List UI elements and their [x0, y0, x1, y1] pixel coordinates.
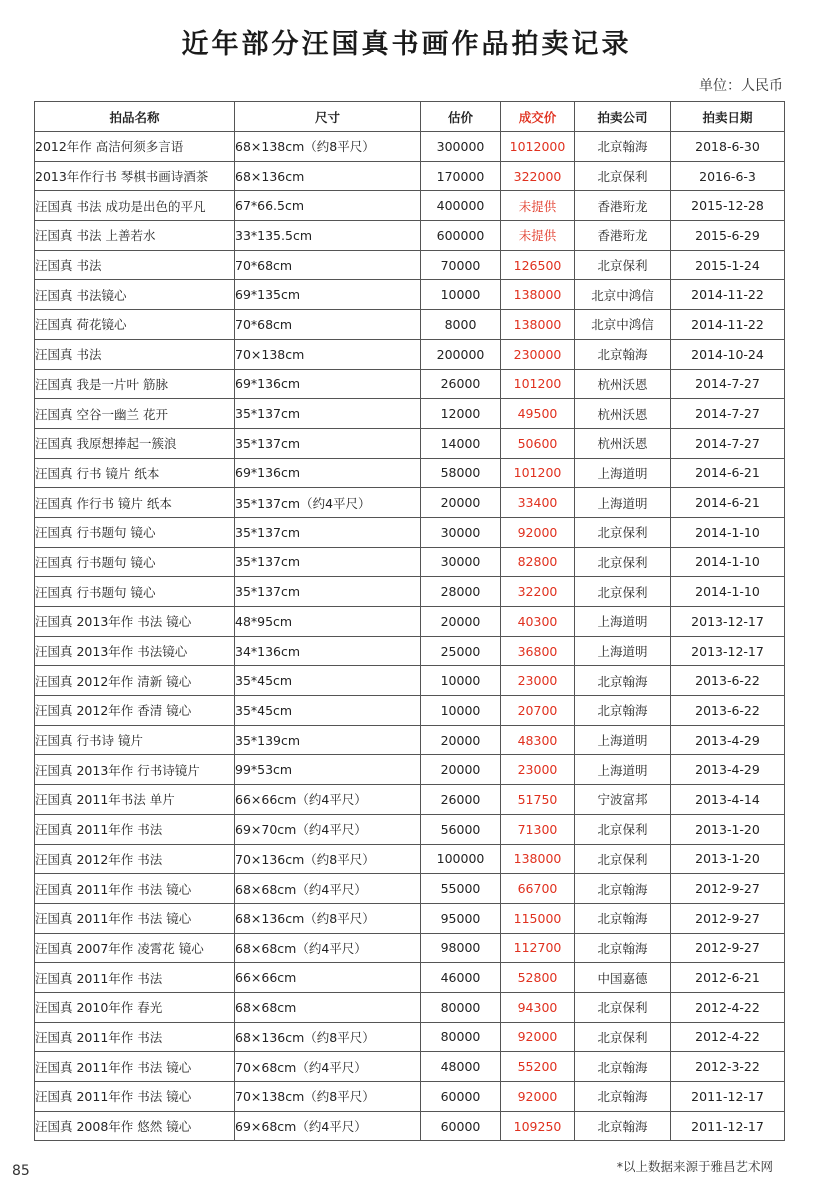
size-cell: 70*68cm: [235, 250, 421, 280]
auction-house-cell: 上海道明: [575, 488, 671, 518]
table-row: [35, 725, 785, 755]
auction-date-cell: 2013-1-20: [671, 814, 785, 844]
table-row: [35, 1082, 785, 1112]
header-hammer-price: 成交价: [501, 102, 575, 132]
hammer-price-cell: 66700: [501, 874, 575, 904]
hammer-price-cell: 94300: [501, 992, 575, 1022]
auction-date-cell: 2014-7-27: [671, 369, 785, 399]
item-name-cell: 汪国真 2013年作 书法镜心: [35, 636, 235, 666]
hammer-price-cell: 92000: [501, 1082, 575, 1112]
auction-house-cell: 北京保利: [575, 577, 671, 607]
table-row: [35, 903, 785, 933]
table-row: [35, 250, 785, 280]
auction-date-cell: 2013-4-29: [671, 755, 785, 785]
auction-date-cell: 2012-9-27: [671, 903, 785, 933]
estimate-cell: 26000: [421, 369, 501, 399]
auction-date-cell: 2013-4-29: [671, 725, 785, 755]
hammer-price-cell: 36800: [501, 636, 575, 666]
size-cell: 35*137cm: [235, 577, 421, 607]
hammer-price-cell: 48300: [501, 725, 575, 755]
hammer-price-cell: 20700: [501, 696, 575, 726]
item-name-cell: 汪国真 2012年作 书法: [35, 844, 235, 874]
auction-house-cell: 北京翰海: [575, 1111, 671, 1141]
size-cell: 35*137cm（约4平尺）: [235, 488, 421, 518]
size-cell: 99*53cm: [235, 755, 421, 785]
size-cell: 48*95cm: [235, 607, 421, 637]
table-row: [35, 369, 785, 399]
hammer-price-cell: 33400: [501, 488, 575, 518]
table-row: [35, 399, 785, 429]
auction-date-cell: 2013-4-14: [671, 785, 785, 815]
item-name-cell: 汪国真 2012年作 清新 镜心: [35, 666, 235, 696]
auction-house-cell: 北京翰海: [575, 1082, 671, 1112]
hammer-price-cell: 32200: [501, 577, 575, 607]
estimate-cell: 170000: [421, 161, 501, 191]
auction-date-cell: 2014-11-22: [671, 280, 785, 310]
hammer-price-cell: 23000: [501, 666, 575, 696]
item-name-cell: 汪国真 行书 镜片 纸本: [35, 458, 235, 488]
item-name-cell: 汪国真 我原想捧起一簇浪: [35, 428, 235, 458]
item-name-cell: 汪国真 2011年作 书法 镜心: [35, 903, 235, 933]
estimate-cell: 80000: [421, 992, 501, 1022]
size-cell: 68×136cm（约8平尺）: [235, 1022, 421, 1052]
item-name-cell: 汪国真 行书题句 镜心: [35, 577, 235, 607]
estimate-cell: 80000: [421, 1022, 501, 1052]
auction-date-cell: 2013-12-17: [671, 607, 785, 637]
auction-date-cell: 2011-12-17: [671, 1082, 785, 1112]
size-cell: 68×68cm（约4平尺）: [235, 933, 421, 963]
item-name-cell: 汪国真 2012年作 香清 镜心: [35, 696, 235, 726]
auction-house-cell: 北京翰海: [575, 696, 671, 726]
table-row: [35, 607, 785, 637]
auction-date-cell: 2015-12-28: [671, 191, 785, 221]
table-row: [35, 132, 785, 162]
auction-date-cell: 2012-9-27: [671, 933, 785, 963]
auction-date-cell: 2013-6-22: [671, 666, 785, 696]
table-row: [35, 488, 785, 518]
auction-house-cell: 宁波富邦: [575, 785, 671, 815]
auction-date-cell: 2012-9-27: [671, 874, 785, 904]
auction-house-cell: 北京保利: [575, 844, 671, 874]
header-item-name: 拍品名称: [35, 102, 235, 132]
estimate-cell: 10000: [421, 280, 501, 310]
table-row: [35, 874, 785, 904]
auction-date-cell: 2013-6-22: [671, 696, 785, 726]
hammer-price-cell: 112700: [501, 933, 575, 963]
estimate-cell: 98000: [421, 933, 501, 963]
auction-house-cell: 中国嘉德: [575, 963, 671, 993]
estimate-cell: 48000: [421, 1052, 501, 1082]
header-auction-date: 拍卖日期: [671, 102, 785, 132]
auction-date-cell: 2018-6-30: [671, 132, 785, 162]
auction-house-cell: 上海道明: [575, 725, 671, 755]
auction-house-cell: 北京中鸿信: [575, 310, 671, 340]
page-number: 85: [12, 1163, 30, 1179]
auction-date-cell: 2014-1-10: [671, 577, 785, 607]
hammer-price-cell: 1012000: [501, 132, 575, 162]
auction-date-cell: 2014-10-24: [671, 339, 785, 369]
auction-date-cell: 2014-7-27: [671, 428, 785, 458]
auction-date-cell: 2016-6-3: [671, 161, 785, 191]
auction-date-cell: 2015-1-24: [671, 250, 785, 280]
auction-date-cell: 2014-11-22: [671, 310, 785, 340]
estimate-cell: 60000: [421, 1111, 501, 1141]
estimate-cell: 10000: [421, 666, 501, 696]
size-cell: 35*45cm: [235, 696, 421, 726]
size-cell: 70×138cm（约8平尺）: [235, 1082, 421, 1112]
size-cell: 69*136cm: [235, 458, 421, 488]
table-row: [35, 547, 785, 577]
table-row: [35, 191, 785, 221]
table-row: [35, 814, 785, 844]
size-cell: 70×138cm: [235, 339, 421, 369]
estimate-cell: 60000: [421, 1082, 501, 1112]
auction-date-cell: 2013-1-20: [671, 844, 785, 874]
table-row: [35, 310, 785, 340]
estimate-cell: 20000: [421, 725, 501, 755]
hammer-price-cell: 138000: [501, 280, 575, 310]
auction-house-cell: 杭州沃恩: [575, 399, 671, 429]
estimate-cell: 56000: [421, 814, 501, 844]
size-cell: 69*135cm: [235, 280, 421, 310]
item-name-cell: 汪国真 2011年作 书法 镜心: [35, 874, 235, 904]
item-name-cell: 2012年作 高洁何须多言语: [35, 132, 235, 162]
item-name-cell: 汪国真 2008年作 悠然 镜心: [35, 1111, 235, 1141]
auction-house-cell: 北京保利: [575, 814, 671, 844]
hammer-price-cell: 101200: [501, 369, 575, 399]
hammer-price-cell: 40300: [501, 607, 575, 637]
size-cell: 33*135.5cm: [235, 221, 421, 251]
auction-house-cell: 杭州沃恩: [575, 428, 671, 458]
size-cell: 69*136cm: [235, 369, 421, 399]
size-cell: 68×136cm: [235, 161, 421, 191]
auction-house-cell: 北京保利: [575, 250, 671, 280]
hammer-price-cell: 322000: [501, 161, 575, 191]
table-row: [35, 963, 785, 993]
size-cell: 66×66cm（约4平尺）: [235, 785, 421, 815]
hammer-price-cell: 138000: [501, 310, 575, 340]
estimate-cell: 46000: [421, 963, 501, 993]
item-name-cell: 汪国真 2011年作 书法 镜心: [35, 1082, 235, 1112]
hammer-price-cell: 23000: [501, 755, 575, 785]
table-row: [35, 280, 785, 310]
auction-date-cell: 2012-6-21: [671, 963, 785, 993]
item-name-cell: 汪国真 书法: [35, 250, 235, 280]
size-cell: 66×66cm: [235, 963, 421, 993]
table-row: [35, 577, 785, 607]
auction-house-cell: 北京翰海: [575, 339, 671, 369]
item-name-cell: 汪国真 书法: [35, 339, 235, 369]
hammer-price-cell: 92000: [501, 517, 575, 547]
source-note: *以上数据来源于雅昌艺术网: [616, 1159, 773, 1174]
estimate-cell: 14000: [421, 428, 501, 458]
auction-house-cell: 杭州沃恩: [575, 369, 671, 399]
table-row: [35, 221, 785, 251]
auction-records-table: [34, 101, 785, 1141]
auction-date-cell: 2014-1-10: [671, 517, 785, 547]
estimate-cell: 20000: [421, 488, 501, 518]
table-row: [35, 755, 785, 785]
hammer-price-cell: 50600: [501, 428, 575, 458]
auction-house-cell: 北京翰海: [575, 874, 671, 904]
estimate-cell: 58000: [421, 458, 501, 488]
item-name-cell: 汪国真 2013年作 书法 镜心: [35, 607, 235, 637]
table-row: [35, 1111, 785, 1141]
size-cell: 67*66.5cm: [235, 191, 421, 221]
estimate-cell: 28000: [421, 577, 501, 607]
estimate-cell: 10000: [421, 696, 501, 726]
estimate-cell: 12000: [421, 399, 501, 429]
item-name-cell: 汪国真 2011年作 书法: [35, 814, 235, 844]
estimate-cell: 20000: [421, 755, 501, 785]
item-name-cell: 汪国真 2007年作 凌霄花 镜心: [35, 933, 235, 963]
item-name-cell: 汪国真 2010年作 春光: [35, 992, 235, 1022]
auction-house-cell: 香港珩龙: [575, 191, 671, 221]
item-name-cell: 汪国真 书法镜心: [35, 280, 235, 310]
header-auction-house: 拍卖公司: [575, 102, 671, 132]
item-name-cell: 汪国真 作行书 镜片 纸本: [35, 488, 235, 518]
size-cell: 35*45cm: [235, 666, 421, 696]
page-title: 近年部分汪国真书画作品拍卖记录: [181, 29, 632, 60]
table-row: [35, 666, 785, 696]
auction-date-cell: 2015-6-29: [671, 221, 785, 251]
estimate-cell: 400000: [421, 191, 501, 221]
hammer-price-cell: 未提供: [501, 221, 575, 251]
auction-house-cell: 北京翰海: [575, 132, 671, 162]
size-cell: 68×68cm（约4平尺）: [235, 874, 421, 904]
estimate-cell: 20000: [421, 607, 501, 637]
hammer-price-cell: 51750: [501, 785, 575, 815]
item-name-cell: 汪国真 书法 成功是出色的平凡: [35, 191, 235, 221]
auction-house-cell: 北京保利: [575, 517, 671, 547]
table-body: [35, 132, 785, 1141]
auction-house-cell: 北京保利: [575, 547, 671, 577]
size-cell: 35*139cm: [235, 725, 421, 755]
item-name-cell: 汪国真 行书题句 镜心: [35, 547, 235, 577]
auction-house-cell: 上海道明: [575, 636, 671, 666]
auction-house-cell: 北京保利: [575, 1022, 671, 1052]
item-name-cell: 汪国真 行书题句 镜心: [35, 517, 235, 547]
size-cell: 70*68cm: [235, 310, 421, 340]
size-cell: 34*136cm: [235, 636, 421, 666]
table-row: [35, 785, 785, 815]
item-name-cell: 汪国真 书法 上善若水: [35, 221, 235, 251]
auction-date-cell: 2014-6-21: [671, 488, 785, 518]
auction-date-cell: 2012-3-22: [671, 1052, 785, 1082]
auction-date-cell: 2012-4-22: [671, 1022, 785, 1052]
size-cell: 69×68cm（约4平尺）: [235, 1111, 421, 1141]
estimate-cell: 30000: [421, 517, 501, 547]
estimate-cell: 300000: [421, 132, 501, 162]
table-row: [35, 696, 785, 726]
table-row: [35, 992, 785, 1022]
hammer-price-cell: 92000: [501, 1022, 575, 1052]
hammer-price-cell: 未提供: [501, 191, 575, 221]
size-cell: 70×68cm（约4平尺）: [235, 1052, 421, 1082]
hammer-price-cell: 101200: [501, 458, 575, 488]
table-header-row: [35, 102, 785, 132]
item-name-cell: 汪国真 行书诗 镜片: [35, 725, 235, 755]
size-cell: 35*137cm: [235, 547, 421, 577]
estimate-cell: 600000: [421, 221, 501, 251]
item-name-cell: 汪国真 2013年作 行书诗镜片: [35, 755, 235, 785]
estimate-cell: 25000: [421, 636, 501, 666]
item-name-cell: 汪国真 荷花镜心: [35, 310, 235, 340]
table-row: [35, 636, 785, 666]
hammer-price-cell: 52800: [501, 963, 575, 993]
estimate-cell: 100000: [421, 844, 501, 874]
auction-house-cell: 北京中鸿信: [575, 280, 671, 310]
size-cell: 35*137cm: [235, 428, 421, 458]
auction-date-cell: 2014-1-10: [671, 547, 785, 577]
auction-house-cell: 上海道明: [575, 607, 671, 637]
estimate-cell: 70000: [421, 250, 501, 280]
hammer-price-cell: 55200: [501, 1052, 575, 1082]
hammer-price-cell: 126500: [501, 250, 575, 280]
hammer-price-cell: 109250: [501, 1111, 575, 1141]
table-row: [35, 844, 785, 874]
table-row: [35, 517, 785, 547]
auction-house-cell: 上海道明: [575, 755, 671, 785]
size-cell: 69×70cm（约4平尺）: [235, 814, 421, 844]
size-cell: 68×138cm（约8平尺）: [235, 132, 421, 162]
currency-unit: 单位：人民币: [699, 78, 783, 94]
auction-house-cell: 北京保利: [575, 161, 671, 191]
estimate-cell: 26000: [421, 785, 501, 815]
hammer-price-cell: 82800: [501, 547, 575, 577]
auction-house-cell: 北京翰海: [575, 666, 671, 696]
table-row: [35, 161, 785, 191]
size-cell: 68×136cm（约8平尺）: [235, 903, 421, 933]
item-name-cell: 汪国真 空谷一幽兰 花开: [35, 399, 235, 429]
header-size: 尺寸: [235, 102, 421, 132]
header-estimate: 估价: [421, 102, 501, 132]
estimate-cell: 8000: [421, 310, 501, 340]
item-name-cell: 汪国真 我是一片叶 筋脉: [35, 369, 235, 399]
estimate-cell: 55000: [421, 874, 501, 904]
item-name-cell: 汪国真 2011年作 书法: [35, 1022, 235, 1052]
hammer-price-cell: 230000: [501, 339, 575, 369]
auction-house-cell: 北京翰海: [575, 1052, 671, 1082]
item-name-cell: 汪国真 2011年书法 单片: [35, 785, 235, 815]
table-row: [35, 458, 785, 488]
size-cell: 70×136cm（约8平尺）: [235, 844, 421, 874]
table-row: [35, 339, 785, 369]
size-cell: 35*137cm: [235, 517, 421, 547]
item-name-cell: 2013年作行书 琴棋书画诗酒茶: [35, 161, 235, 191]
auction-house-cell: 香港珩龙: [575, 221, 671, 251]
estimate-cell: 30000: [421, 547, 501, 577]
table-row: [35, 1022, 785, 1052]
item-name-cell: 汪国真 2011年作 书法 镜心: [35, 1052, 235, 1082]
auction-date-cell: 2011-12-17: [671, 1111, 785, 1141]
auction-house-cell: 北京翰海: [575, 933, 671, 963]
auction-house-cell: 上海道明: [575, 458, 671, 488]
size-cell: 35*137cm: [235, 399, 421, 429]
hammer-price-cell: 115000: [501, 903, 575, 933]
auction-date-cell: 2014-6-21: [671, 458, 785, 488]
auction-house-cell: 北京保利: [575, 992, 671, 1022]
table-row: [35, 933, 785, 963]
hammer-price-cell: 49500: [501, 399, 575, 429]
auction-date-cell: 2012-4-22: [671, 992, 785, 1022]
table-row: [35, 1052, 785, 1082]
hammer-price-cell: 138000: [501, 844, 575, 874]
table-row: [35, 428, 785, 458]
auction-date-cell: 2014-7-27: [671, 399, 785, 429]
item-name-cell: 汪国真 2011年作 书法: [35, 963, 235, 993]
auction-house-cell: 北京翰海: [575, 903, 671, 933]
estimate-cell: 200000: [421, 339, 501, 369]
hammer-price-cell: 71300: [501, 814, 575, 844]
auction-date-cell: 2013-12-17: [671, 636, 785, 666]
estimate-cell: 95000: [421, 903, 501, 933]
size-cell: 68×68cm: [235, 992, 421, 1022]
